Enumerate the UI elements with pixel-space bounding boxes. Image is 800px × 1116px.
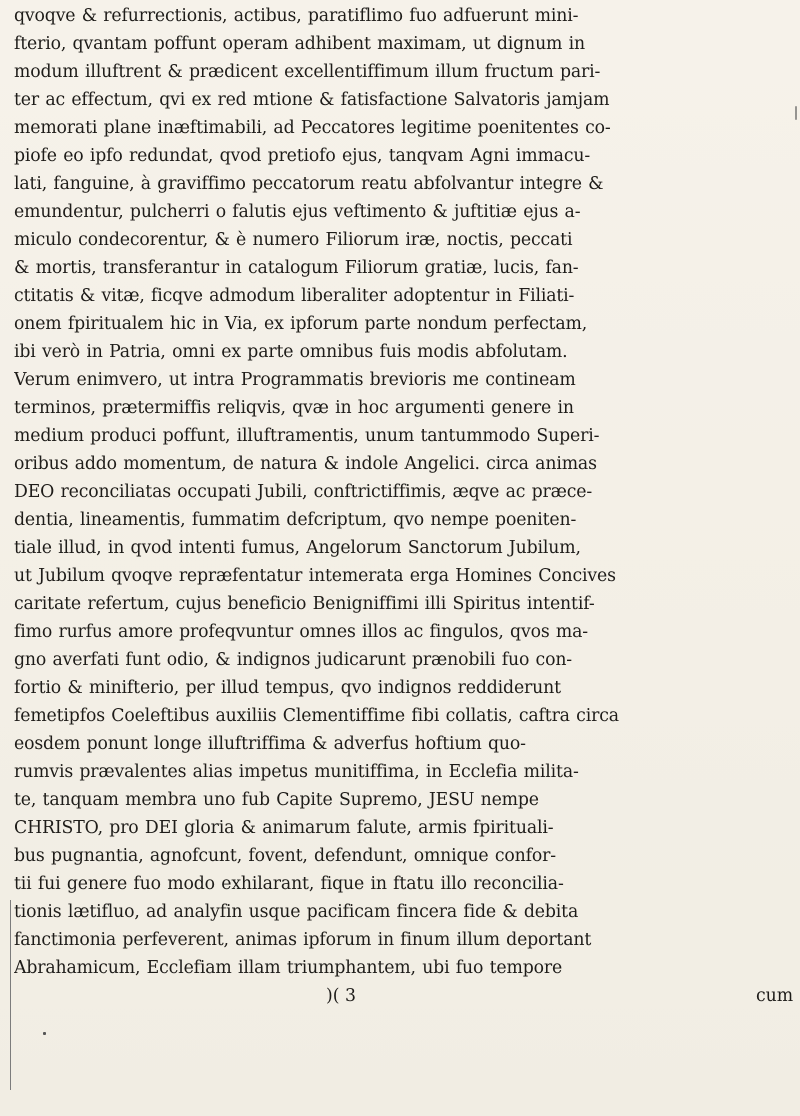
text-line-2: fterio, qvantam poffunt operam adhibent maximam, ut dignum in — [14, 34, 585, 54]
text-line-8: emundentur, pulcherri o falutis ejus veftimento & juftitiæ ejus a- — [14, 202, 581, 222]
text-line-15: terminos, prætermiffis reliqvis, qvæ in hoc argumenti genere in — [14, 398, 574, 418]
text-line-17: oribus addo momentum, de natura & indole Angelici. circa animas — [14, 454, 597, 474]
body-text — [14, 2, 794, 1010]
text-line-23: fimo rurfus amore profeqvuntur omnes illos ac fingulos, qvos ma- — [14, 622, 588, 642]
text-line-3: modum illuftrent & prædicent excellentiffimum illum fructum pari- — [14, 62, 601, 82]
margin-rule — [10, 900, 11, 1090]
page-footer — [14, 982, 794, 1010]
text-line-35: Abrahamicum, Ecclefiam illam triumphantem, ubi fuo tempore — [14, 958, 563, 978]
text-line-28: rumvis prævalentes alias impetus munitiffima, in Ecclefia milita- — [14, 762, 579, 782]
text-line-19: dentia, lineamentis, fummatim defcriptum, qvo nempe poeniten- — [14, 510, 577, 530]
text-line-26: femetipfos Coeleftibus auxiliis Clementiffime fibi collatis, caftra circa — [14, 706, 619, 726]
text-line-12: onem fpiritualem hic in Via, ex ipforum parte nondum perfectam, — [14, 314, 588, 334]
text-line-9: miculo condecorentur, & è numero Filiorum iræ, noctis, peccati — [14, 230, 573, 250]
text-line-1: qvoqve & refurrectionis, actibus, paratiflimo fuo adfuerunt mini- — [14, 6, 579, 26]
catchword: cum — [756, 986, 794, 1006]
text-line-4: ter ac effectum, qvi ex red mtione & fatisfactione Salvatoris jamjam — [14, 90, 610, 110]
text-line-31: bus pugnantia, agnofcunt, fovent, defendunt, omnique confor- — [14, 846, 556, 866]
text-line-7: lati, fanguine, à graviffimo peccatorum reatu abfolvantur integre & — [14, 174, 604, 194]
text-line-25: fortio & minifterio, per illud tempus, qvo indignos reddiderunt — [14, 678, 561, 698]
text-line-29: te, tanquam membra uno fub Capite Supremo, JESU nempe — [14, 790, 539, 810]
text-line-18: DEO reconciliatas occupati Jubili, conftrictiffimis, æqve ac præce- — [14, 482, 593, 502]
text-line-11: ctitatis & vitæ, ficqve admodum liberaliter adoptentur in Filiati- — [14, 286, 575, 306]
text-line-24: gno averfati funt odio, & indignos judicarunt prænobili fuo con- — [14, 650, 572, 670]
text-line-22: caritate refertum, cujus beneficio Benigniffimi illi Spiritus intentif- — [14, 594, 595, 614]
text-line-30: CHRISTO, pro DEI gloria & animarum falute, armis fpirituali- — [14, 818, 554, 838]
text-line-13: ibi verò in Patria, omni ex parte omnibus fuis modis abfolutam. — [14, 342, 568, 362]
ink-speck — [43, 1032, 46, 1035]
ink-speck — [795, 106, 797, 120]
text-line-14: Verum enimvero, ut intra Programmatis brevioris me contineam — [14, 370, 576, 390]
text-line-5: memorati plane inæftimabili, ad Peccatores legitime poenitentes co- — [14, 118, 611, 138]
text-line-10: & mortis, transferantur in catalogum Filiorum gratiæ, lucis, fan- — [14, 258, 579, 278]
signature-mark: )( 3 — [326, 986, 356, 1006]
text-line-33: tionis lætifluo, ad analyfin usque pacificam fincera fide & debita — [14, 902, 579, 922]
text-line-21: ut Jubilum qvoqve repræfentatur intemerata erga Homines Concives — [14, 566, 616, 586]
text-line-27: eosdem ponunt longe illuftriffima & adverfus hoftium quo- — [14, 734, 526, 754]
text-line-34: fanctimonia perfeverent, animas ipforum in finum illum deportant — [14, 930, 592, 950]
text-line-16: medium produci poffunt, illuftramentis, unum tantummodo Superi- — [14, 426, 600, 446]
text-line-20: tiale illud, in qvod intenti fumus, Angelorum Sanctorum Jubilum, — [14, 538, 581, 558]
text-line-32: tii fui genere fuo modo exhilarant, fique in ftatu illo reconcilia- — [14, 874, 564, 894]
text-line-6: piofe eo ipfo redundat, qvod pretiofo ejus, tanqvam Agni immacu- — [14, 146, 591, 166]
